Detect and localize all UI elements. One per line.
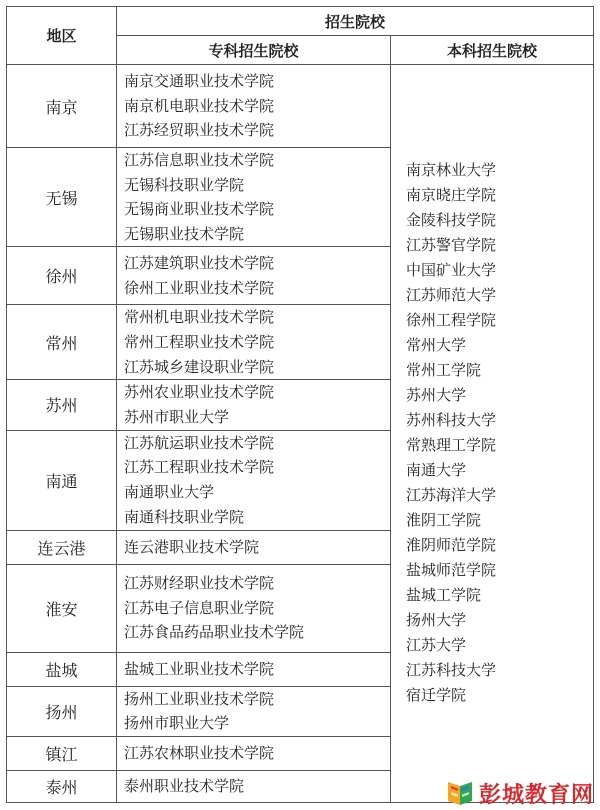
- university-name: 宿迁学院: [406, 686, 467, 705]
- vocational-colleges-cell: [117, 430, 391, 530]
- region-cell: 泰州: [7, 770, 117, 802]
- college-name: 扬州工业职业技术学院: [124, 689, 275, 708]
- college-name: 江苏信息职业技术学院: [124, 151, 275, 169]
- university-name: 常州大学: [406, 336, 467, 355]
- college-name: 无锡科技职业学院: [124, 175, 245, 194]
- university-name: 中国矿业大学: [406, 261, 497, 280]
- college-name: 江苏食品药品职业技术学院: [124, 623, 305, 642]
- region-cell: 南京: [7, 65, 117, 148]
- undergraduate-colleges-cell: [391, 65, 594, 803]
- college-name: 苏州农业职业技术学院: [124, 383, 275, 402]
- college-name: 徐州工业职业技术学院: [124, 278, 275, 297]
- college-name: 扬州市职业大学: [124, 714, 230, 733]
- university-name: 南京晓庄学院: [406, 186, 497, 205]
- university-name: 南京林业大学: [406, 161, 497, 180]
- college-name: 泰州职业技术学院: [124, 776, 245, 795]
- vocational-colleges-cell: [117, 247, 391, 305]
- college-name: 常州机电职业技术学院: [124, 308, 275, 327]
- region-cell: 镇江: [7, 736, 117, 770]
- vocational-colleges-cell: [117, 686, 391, 736]
- university-name: 江苏科技大学: [406, 661, 497, 680]
- header-region: 地区: [7, 7, 117, 65]
- college-name: 无锡商业职业技术学院: [124, 200, 275, 219]
- college-name: 江苏经贸职业技术学院: [124, 121, 275, 140]
- university-name: 淮阴工学院: [406, 511, 482, 530]
- vocational-colleges-cell: [117, 380, 391, 430]
- region-cell: 苏州: [7, 380, 117, 430]
- vocational-colleges-cell: [117, 770, 391, 802]
- university-name: 常州工学院: [406, 361, 482, 380]
- university-name: 苏州科技大学: [406, 411, 497, 430]
- vocational-colleges-cell: [117, 530, 391, 564]
- college-name: 江苏电子信息职业学院: [124, 598, 275, 617]
- vocational-colleges-cell: [117, 148, 391, 247]
- university-name: 常熟理工学院: [406, 436, 497, 455]
- university-name: 江苏警官学院: [406, 236, 497, 255]
- region-cell: 无锡: [7, 148, 117, 247]
- college-name: 江苏建筑职业技术学院: [124, 254, 275, 273]
- vocational-colleges-cell: [117, 652, 391, 686]
- header-vocational: 专科招生院校: [117, 36, 391, 65]
- college-name: 连云港职业技术学院: [124, 537, 260, 556]
- admission-table: [6, 6, 594, 803]
- vocational-colleges-cell: [117, 65, 391, 148]
- college-name: 南通职业大学: [124, 483, 215, 502]
- college-name: 无锡职业技术学院: [124, 224, 245, 243]
- university-name: 扬州大学: [406, 611, 467, 630]
- watermark-text: 彭城教育网: [478, 782, 594, 808]
- university-name: 江苏师范大学: [406, 286, 497, 305]
- university-name: 江苏大学: [406, 636, 467, 655]
- header-schools: 招生院校: [117, 7, 594, 36]
- region-cell: 徐州: [7, 247, 117, 305]
- university-name: 徐州工程学院: [406, 311, 497, 330]
- book-logo-icon: [445, 780, 475, 806]
- university-name: 南通大学: [406, 461, 467, 480]
- region-cell: 盐城: [7, 652, 117, 686]
- college-name: 江苏工程职业技术学院: [124, 458, 275, 477]
- university-name: 金陵科技学院: [406, 211, 497, 230]
- college-name: 江苏城乡建设职业学院: [124, 357, 275, 376]
- region-cell: 连云港: [7, 530, 117, 564]
- table-body: [7, 65, 594, 803]
- college-name: 盐城工业职业技术学院: [124, 659, 275, 678]
- college-name: 江苏财经职业技术学院: [124, 574, 275, 593]
- university-name: 淮阴师范学院: [406, 536, 497, 555]
- region-cell: 淮安: [7, 564, 117, 652]
- college-name: 江苏农林职业技术学院: [124, 743, 275, 762]
- university-name: 江苏海洋大学: [406, 486, 497, 505]
- region-cell: 南通: [7, 430, 117, 530]
- college-name: 南京交通职业技术学院: [124, 72, 275, 91]
- college-name: 苏州市职业大学: [124, 407, 230, 426]
- college-name: 常州工程职业技术学院: [124, 333, 275, 352]
- vocational-colleges-cell: [117, 736, 391, 770]
- vocational-colleges-cell: [117, 564, 391, 652]
- watermark: [445, 778, 594, 808]
- vocational-colleges-cell: [117, 305, 391, 380]
- region-cell: 常州: [7, 305, 117, 380]
- university-name: 盐城师范学院: [406, 561, 497, 580]
- header-undergraduate: 本科招生院校: [391, 36, 594, 65]
- university-name: 苏州大学: [406, 386, 467, 405]
- college-name: 江苏航运职业技术学院: [124, 433, 275, 452]
- university-name: 盐城工学院: [406, 586, 482, 605]
- region-cell: 扬州: [7, 686, 117, 736]
- college-name: 南通科技职业学院: [124, 507, 245, 526]
- college-name: 南京机电职业技术学院: [124, 96, 275, 115]
- table-row: [7, 65, 594, 148]
